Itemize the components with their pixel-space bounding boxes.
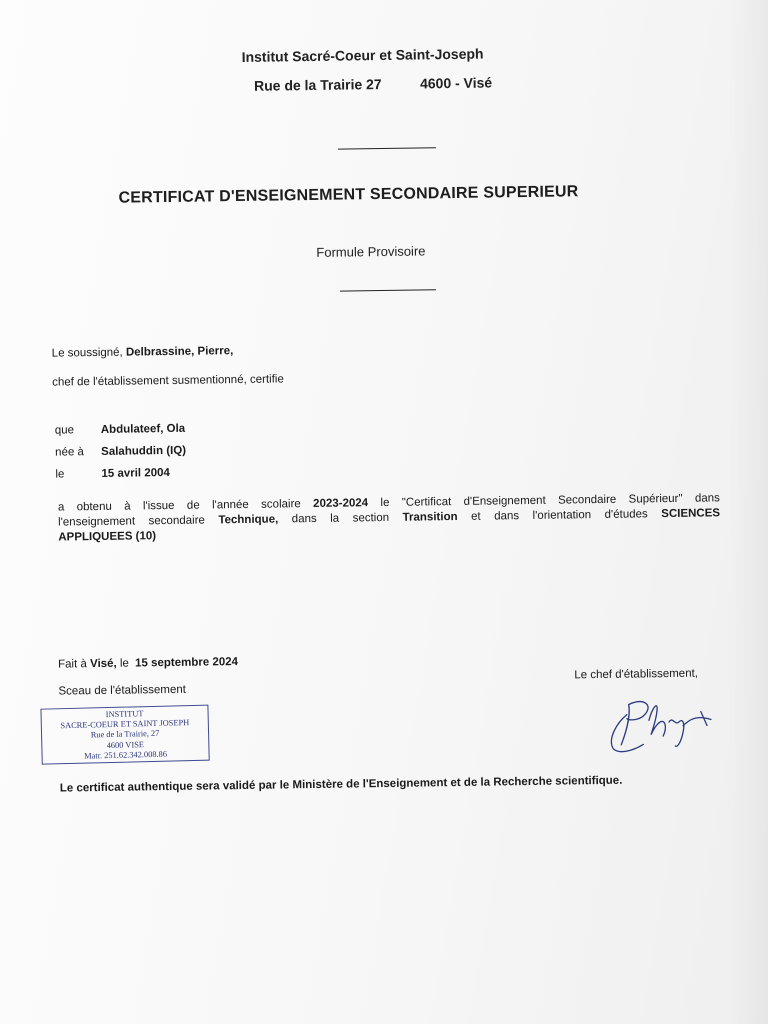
institute-street: Rue de la Trairie 27 [253,75,382,94]
student-birthplace: Salahuddin (IQ) [101,444,187,458]
signing-date: 15 septembre 2024 [134,656,239,670]
signatory-role: chef de l'établissement susmentionné, certifie [52,373,284,389]
institute-city: 4600 - Visé [419,74,493,92]
institute-name: Institut Sacré-Coeur et Saint-Joseph [241,45,484,65]
signing-place: Visé, [89,657,117,671]
le-label: le [55,468,65,481]
subtitle-divider [340,289,436,291]
student-name: Abdulateef, Ola [100,422,186,436]
signing-le-label: le [119,657,129,670]
student-birthdate: 15 avril 2004 [101,466,170,480]
certificate-paragraph [58,491,721,545]
body-text-1: a obtenu à l'issue de l'année scolaire [57,498,301,514]
stamp-line-3: Rue de la Trairie, 27 [90,729,160,740]
que-label: que [54,424,75,437]
signatory-name: Delbrassine, Pierre, [125,345,234,359]
chief-label: Le chef d'établissement, [574,667,699,682]
education-type: Technique, [218,513,279,527]
signatory-line [52,345,234,360]
body-text-2: le "Certificat d'Enseignement Secondaire Supérieur" dans [380,492,720,510]
body-text-3: l'enseignement secondaire [58,514,205,529]
signing-line [58,656,238,671]
institution-stamp [40,705,209,765]
body-text-4: dans la section [291,511,390,526]
certificate-subtitle: Formule Provisoire [316,243,426,260]
fait-label: Fait à [58,658,87,671]
seal-label: Sceau de l'établissement [58,683,187,698]
page-edge-shadow [728,0,768,1024]
stamp-line-5: Matr. 251.62.342.008.86 [84,749,168,761]
section-name: Transition [402,510,458,524]
handwritten-signature [598,685,719,757]
signatory-intro: Le soussigné, [51,346,123,360]
stamp-line-1: INSTITUT [105,709,144,720]
orientation-part-1: SCIENCES [661,507,721,521]
validation-notice: Le certificat authentique sera validé par le Ministère de l'Enseignement et de la Recherche scientifique. [59,774,623,795]
stamp-line-4: 4600 VISE [106,739,145,750]
born-label: née à [55,446,85,459]
school-year: 2023-2024 [313,497,369,510]
body-text-5: et dans l'orientation d'études [471,508,648,523]
header-divider [338,147,436,149]
orientation-part-2: APPLIQUEES (10) [58,530,157,544]
certificate-title: CERTIFICAT D'ENSEIGNEMENT SECONDAIRE SUPERIEUR [118,183,579,207]
stamp-line-2: SACRE-COEUR ET SAINT JOSEPH [60,718,190,731]
